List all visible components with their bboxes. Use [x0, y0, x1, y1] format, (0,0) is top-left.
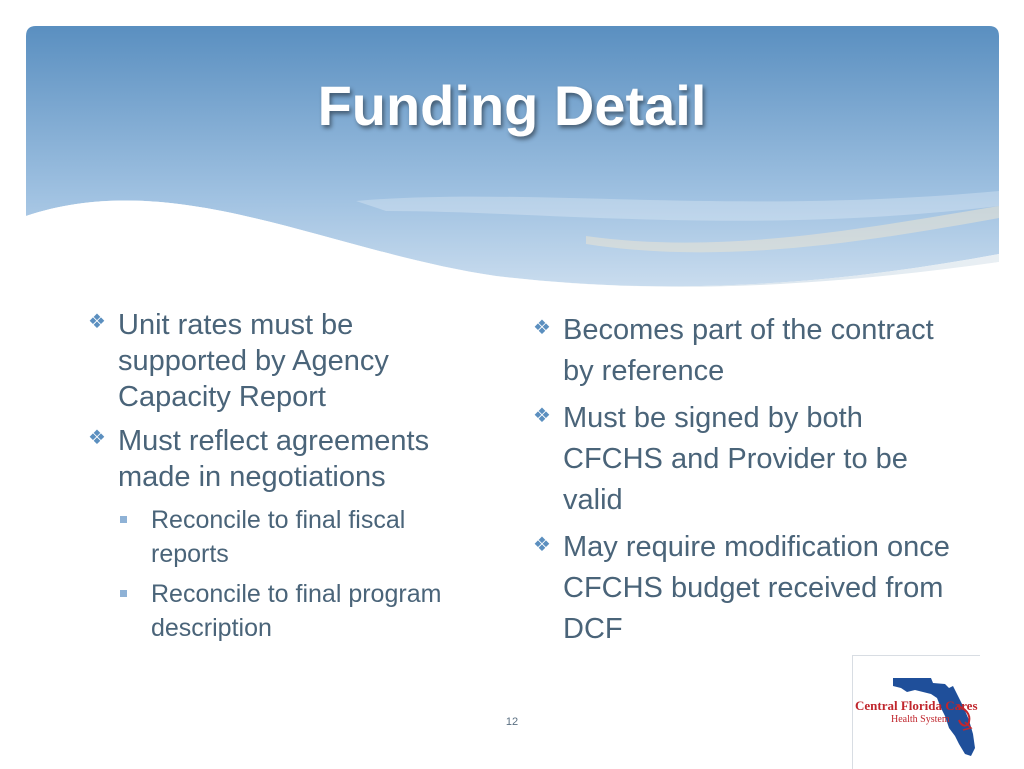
sub-list-item	[120, 577, 488, 645]
diamond-bullet-icon: ❖	[88, 311, 106, 333]
page-number: 12	[505, 716, 519, 728]
list-item	[533, 310, 953, 392]
list-item	[533, 398, 953, 521]
slide-title: Funding Detail	[317, 74, 707, 137]
list-item	[88, 307, 488, 415]
list-item	[88, 423, 488, 495]
sub-bullet-text: Reconcile to final program description	[151, 580, 442, 642]
logo-subtitle: Health System	[891, 714, 950, 725]
bullet-text: Must reflect agreements made in negotiations	[118, 425, 430, 493]
diamond-bullet-icon: ❖	[88, 427, 106, 449]
bullet-text: Unit rates must be supported by Agency Capacity Report	[118, 309, 389, 413]
diamond-bullet-icon: ❖	[533, 317, 551, 339]
right-column	[533, 310, 953, 656]
square-bullet-icon	[120, 516, 127, 523]
diamond-bullet-icon: ❖	[533, 534, 551, 556]
header-wave-graphic	[26, 26, 999, 296]
sub-bullet-text: Reconcile to final fiscal reports	[151, 506, 406, 568]
list-item	[533, 527, 953, 650]
organization-logo	[852, 655, 980, 769]
header-banner	[26, 26, 999, 296]
square-bullet-icon	[120, 590, 127, 597]
sub-list-item	[120, 503, 488, 571]
left-column	[88, 307, 488, 651]
diamond-bullet-icon: ❖	[533, 405, 551, 427]
bullet-text: Becomes part of the contract by reference	[563, 314, 934, 387]
bullet-text: May require modification once CFCHS budget received from DCF	[563, 531, 950, 645]
logo-name: Central Florida Cares	[855, 698, 978, 713]
bullet-text: Must be signed by both CFCHS and Provider to be valid	[563, 402, 908, 516]
